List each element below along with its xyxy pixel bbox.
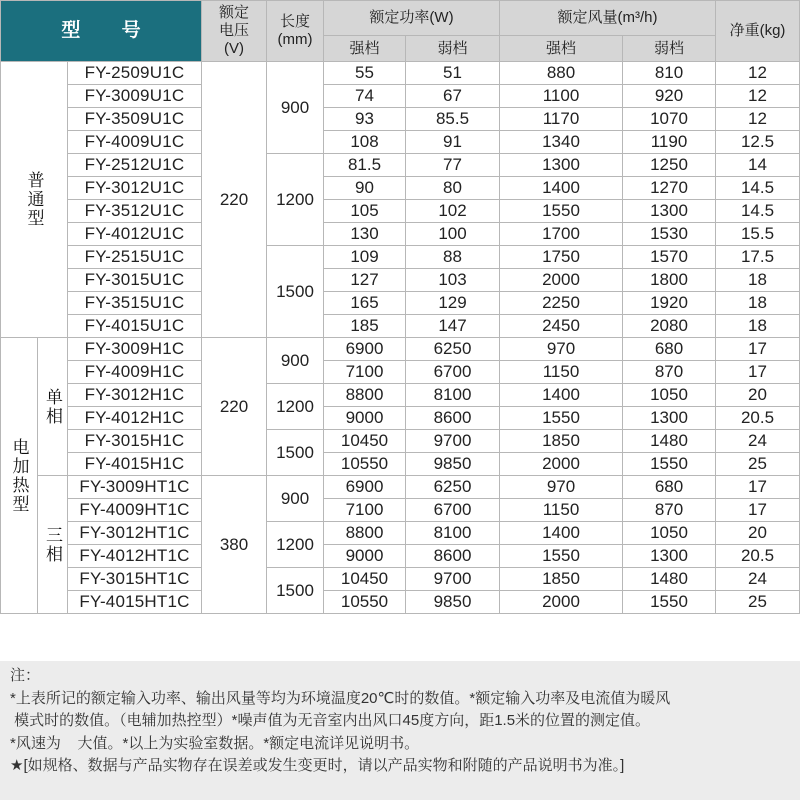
table-row xyxy=(1,499,800,522)
table-row xyxy=(1,223,800,246)
power-weak-cell: 9850 xyxy=(406,453,500,476)
model-cell: FY-3009U1C xyxy=(68,85,202,108)
airflow-strong-cell: 1550 xyxy=(500,200,623,223)
weight-cell: 20 xyxy=(716,384,800,407)
model-cell: FY-2509U1C xyxy=(68,62,202,85)
table-row xyxy=(1,246,800,269)
table-row xyxy=(1,453,800,476)
group-electric-label: 电加热型 xyxy=(1,338,38,614)
model-cell: FY-3512U1C xyxy=(68,200,202,223)
power-weak-cell: 9700 xyxy=(406,568,500,591)
weight-cell: 14 xyxy=(716,154,800,177)
power-strong-cell: 130 xyxy=(324,223,406,246)
airflow-strong-cell: 1400 xyxy=(500,177,623,200)
length-cell: 1200 xyxy=(267,522,324,568)
table-row xyxy=(1,85,800,108)
header-length: 长度 (mm) xyxy=(267,1,324,62)
power-strong-cell: 93 xyxy=(324,108,406,131)
length-cell: 1200 xyxy=(267,154,324,246)
model-cell: FY-3015U1C xyxy=(68,269,202,292)
table-row xyxy=(1,62,800,85)
airflow-weak-cell: 680 xyxy=(623,338,716,361)
table-row xyxy=(1,591,800,614)
table-row xyxy=(1,384,800,407)
airflow-weak-cell: 810 xyxy=(623,62,716,85)
airflow-weak-cell: 1070 xyxy=(623,108,716,131)
model-cell: FY-4012U1C xyxy=(68,223,202,246)
weight-cell: 17 xyxy=(716,499,800,522)
table-row xyxy=(1,476,800,499)
weight-cell: 25 xyxy=(716,453,800,476)
table-row xyxy=(1,430,800,453)
notes-line-1: *上表所记的额定输入功率、输出风量等均为环境温度20℃时的数值。*额定输入功率及电流值为暖风 xyxy=(10,689,671,707)
length-cell: 1500 xyxy=(267,246,324,338)
airflow-strong-cell: 1550 xyxy=(500,407,623,430)
model-cell: FY-4009U1C xyxy=(68,131,202,154)
voltage-cell: 380 xyxy=(202,476,267,614)
table-row xyxy=(1,200,800,223)
airflow-weak-cell: 1190 xyxy=(623,131,716,154)
length-cell: 900 xyxy=(267,338,324,384)
group-normal-label: 普通型 xyxy=(1,62,68,338)
weight-cell: 12 xyxy=(716,108,800,131)
model-cell: FY-3015HT1C xyxy=(68,568,202,591)
airflow-weak-cell: 2080 xyxy=(623,315,716,338)
notes-section xyxy=(0,661,800,800)
airflow-strong-cell: 1150 xyxy=(500,361,623,384)
weight-cell: 24 xyxy=(716,430,800,453)
airflow-strong-cell: 1700 xyxy=(500,223,623,246)
header-power-weak: 弱档 xyxy=(406,36,500,62)
airflow-strong-cell: 1750 xyxy=(500,246,623,269)
model-cell: FY-3012HT1C xyxy=(68,522,202,545)
spec-table-body xyxy=(1,62,800,614)
table-row xyxy=(1,568,800,591)
airflow-weak-cell: 870 xyxy=(623,499,716,522)
power-weak-cell: 9700 xyxy=(406,430,500,453)
table-row xyxy=(1,545,800,568)
weight-cell: 18 xyxy=(716,315,800,338)
power-weak-cell: 129 xyxy=(406,292,500,315)
model-cell: FY-4015H1C xyxy=(68,453,202,476)
airflow-strong-cell: 1850 xyxy=(500,568,623,591)
power-weak-cell: 88 xyxy=(406,246,500,269)
model-cell: FY-4012HT1C xyxy=(68,545,202,568)
model-cell: FY-4015U1C xyxy=(68,315,202,338)
power-strong-cell: 109 xyxy=(324,246,406,269)
weight-cell: 17 xyxy=(716,361,800,384)
power-weak-cell: 67 xyxy=(406,85,500,108)
airflow-weak-cell: 1920 xyxy=(623,292,716,315)
airflow-strong-cell: 1850 xyxy=(500,430,623,453)
airflow-strong-cell: 1300 xyxy=(500,154,623,177)
group-single-phase-label: 单相 xyxy=(38,338,68,476)
power-weak-cell: 100 xyxy=(406,223,500,246)
power-strong-cell: 10550 xyxy=(324,591,406,614)
airflow-weak-cell: 1480 xyxy=(623,430,716,453)
airflow-weak-cell: 1530 xyxy=(623,223,716,246)
power-weak-cell: 6700 xyxy=(406,361,500,384)
header-airflow-strong: 强档 xyxy=(500,36,623,62)
power-strong-cell: 8800 xyxy=(324,384,406,407)
length-cell: 1200 xyxy=(267,384,324,430)
weight-cell: 20.5 xyxy=(716,407,800,430)
notes-line-3: *风速为 大值。*以上为实验室数据。*额定电流详见说明书。 xyxy=(10,734,420,752)
power-strong-cell: 7100 xyxy=(324,361,406,384)
airflow-strong-cell: 970 xyxy=(500,338,623,361)
airflow-strong-cell: 1100 xyxy=(500,85,623,108)
airflow-weak-cell: 680 xyxy=(623,476,716,499)
power-strong-cell: 127 xyxy=(324,269,406,292)
weight-cell: 15.5 xyxy=(716,223,800,246)
airflow-strong-cell: 970 xyxy=(500,476,623,499)
airflow-strong-cell: 2000 xyxy=(500,453,623,476)
power-strong-cell: 55 xyxy=(324,62,406,85)
power-strong-cell: 9000 xyxy=(324,407,406,430)
airflow-strong-cell: 1400 xyxy=(500,384,623,407)
airflow-weak-cell: 1300 xyxy=(623,407,716,430)
power-weak-cell: 51 xyxy=(406,62,500,85)
airflow-weak-cell: 870 xyxy=(623,361,716,384)
power-strong-cell: 6900 xyxy=(324,338,406,361)
airflow-strong-cell: 2250 xyxy=(500,292,623,315)
power-strong-cell: 10450 xyxy=(324,568,406,591)
length-cell: 1500 xyxy=(267,568,324,614)
length-cell: 900 xyxy=(267,62,324,154)
notes-line-2: 模式时的数值。（电辅加热控型）*噪声值为无音室内出风口45度方向，距1.5米的位置的测定值。 xyxy=(10,712,651,729)
airflow-weak-cell: 1550 xyxy=(623,591,716,614)
power-weak-cell: 9850 xyxy=(406,591,500,614)
power-strong-cell: 7100 xyxy=(324,499,406,522)
weight-cell: 25 xyxy=(716,591,800,614)
notes-line-4: ★[如规格、数据与产品实物存在误差或发生变更时，请以产品实物和附随的产品说明书为准。] xyxy=(10,757,625,774)
power-strong-cell: 10550 xyxy=(324,453,406,476)
table-row xyxy=(1,315,800,338)
model-cell: FY-3515U1C xyxy=(68,292,202,315)
airflow-weak-cell: 1270 xyxy=(623,177,716,200)
voltage-cell: 220 xyxy=(202,338,267,476)
power-strong-cell: 108 xyxy=(324,131,406,154)
power-strong-cell: 105 xyxy=(324,200,406,223)
table-row xyxy=(1,407,800,430)
power-weak-cell: 103 xyxy=(406,269,500,292)
power-weak-cell: 147 xyxy=(406,315,500,338)
length-cell: 900 xyxy=(267,476,324,522)
notes-title: 注： xyxy=(10,667,41,684)
model-cell: FY-4009HT1C xyxy=(68,499,202,522)
power-strong-cell: 9000 xyxy=(324,545,406,568)
airflow-weak-cell: 1480 xyxy=(623,568,716,591)
table-row xyxy=(1,131,800,154)
power-weak-cell: 91 xyxy=(406,131,500,154)
model-cell: FY-4015HT1C xyxy=(68,591,202,614)
airflow-weak-cell: 1800 xyxy=(623,269,716,292)
model-cell: FY-2512U1C xyxy=(68,154,202,177)
power-strong-cell: 8800 xyxy=(324,522,406,545)
airflow-strong-cell: 880 xyxy=(500,62,623,85)
model-cell: FY-3012H1C xyxy=(68,384,202,407)
airflow-strong-cell: 1170 xyxy=(500,108,623,131)
model-cell: FY-3015H1C xyxy=(68,430,202,453)
power-weak-cell: 6700 xyxy=(406,499,500,522)
power-weak-cell: 85.5 xyxy=(406,108,500,131)
model-cell: FY-3012U1C xyxy=(68,177,202,200)
weight-cell: 14.5 xyxy=(716,177,800,200)
model-cell: FY-3009HT1C xyxy=(68,476,202,499)
weight-cell: 18 xyxy=(716,269,800,292)
airflow-strong-cell: 1550 xyxy=(500,545,623,568)
header-weight: 净重(kg) xyxy=(716,1,800,62)
header-model: 型 号 xyxy=(1,1,202,62)
airflow-strong-cell: 2450 xyxy=(500,315,623,338)
table-row xyxy=(1,177,800,200)
model-cell: FY-3009H1C xyxy=(68,338,202,361)
power-weak-cell: 77 xyxy=(406,154,500,177)
header-airflow-weak: 弱档 xyxy=(623,36,716,62)
weight-cell: 12.5 xyxy=(716,131,800,154)
weight-cell: 24 xyxy=(716,568,800,591)
length-cell: 1500 xyxy=(267,430,324,476)
model-cell: FY-4009H1C xyxy=(68,361,202,384)
weight-cell: 17 xyxy=(716,338,800,361)
airflow-strong-cell: 2000 xyxy=(500,269,623,292)
power-strong-cell: 6900 xyxy=(324,476,406,499)
weight-cell: 17.5 xyxy=(716,246,800,269)
weight-cell: 20.5 xyxy=(716,545,800,568)
power-weak-cell: 6250 xyxy=(406,338,500,361)
table-row xyxy=(1,292,800,315)
airflow-weak-cell: 1300 xyxy=(623,545,716,568)
model-cell: FY-4012H1C xyxy=(68,407,202,430)
table-row xyxy=(1,154,800,177)
table-row xyxy=(1,522,800,545)
power-strong-cell: 10450 xyxy=(324,430,406,453)
weight-cell: 20 xyxy=(716,522,800,545)
header-power: 额定功率(W) xyxy=(324,1,500,36)
power-strong-cell: 74 xyxy=(324,85,406,108)
table-row xyxy=(1,338,800,361)
power-weak-cell: 102 xyxy=(406,200,500,223)
power-strong-cell: 185 xyxy=(324,315,406,338)
airflow-strong-cell: 1150 xyxy=(500,499,623,522)
header-airflow: 额定风量(m³/h) xyxy=(500,1,716,36)
airflow-strong-cell: 2000 xyxy=(500,591,623,614)
weight-cell: 18 xyxy=(716,292,800,315)
power-weak-cell: 8600 xyxy=(406,545,500,568)
weight-cell: 12 xyxy=(716,85,800,108)
weight-cell: 17 xyxy=(716,476,800,499)
header-voltage: 额定 电压 (V) xyxy=(202,1,267,62)
power-weak-cell: 8100 xyxy=(406,522,500,545)
airflow-weak-cell: 1250 xyxy=(623,154,716,177)
power-strong-cell: 90 xyxy=(324,177,406,200)
airflow-weak-cell: 1050 xyxy=(623,384,716,407)
power-weak-cell: 8600 xyxy=(406,407,500,430)
table-row xyxy=(1,361,800,384)
airflow-weak-cell: 920 xyxy=(623,85,716,108)
voltage-cell: 220 xyxy=(202,62,267,338)
power-weak-cell: 8100 xyxy=(406,384,500,407)
group-three-phase-label: 三相 xyxy=(38,476,68,614)
power-strong-cell: 81.5 xyxy=(324,154,406,177)
table-row xyxy=(1,108,800,131)
airflow-weak-cell: 1300 xyxy=(623,200,716,223)
weight-cell: 14.5 xyxy=(716,200,800,223)
model-cell: FY-2515U1C xyxy=(68,246,202,269)
airflow-strong-cell: 1400 xyxy=(500,522,623,545)
power-weak-cell: 6250 xyxy=(406,476,500,499)
table-row xyxy=(1,269,800,292)
weight-cell: 12 xyxy=(716,62,800,85)
airflow-weak-cell: 1570 xyxy=(623,246,716,269)
airflow-weak-cell: 1550 xyxy=(623,453,716,476)
airflow-weak-cell: 1050 xyxy=(623,522,716,545)
model-cell: FY-3509U1C xyxy=(68,108,202,131)
header-power-strong: 强档 xyxy=(324,36,406,62)
airflow-strong-cell: 1340 xyxy=(500,131,623,154)
power-weak-cell: 80 xyxy=(406,177,500,200)
power-strong-cell: 165 xyxy=(324,292,406,315)
